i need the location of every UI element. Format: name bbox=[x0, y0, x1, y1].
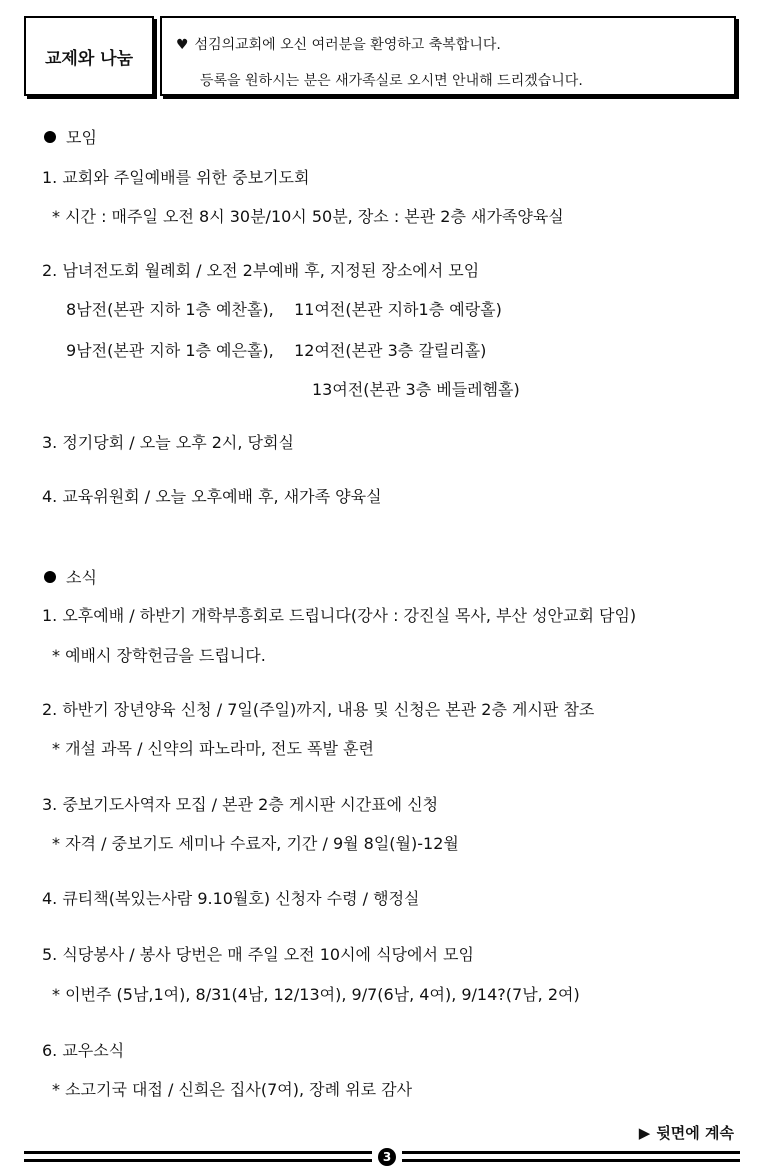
news-heading-text: 소식 bbox=[66, 568, 97, 587]
bullet-icon bbox=[44, 571, 56, 583]
bullet-icon bbox=[44, 131, 56, 143]
news-line: * 자격 / 중보기도 세미나 수료자, 기간 / 9월 8일(월)-12월 bbox=[52, 834, 459, 853]
meeting-line: 1. 교회와 주일예배를 위한 중보기도회 bbox=[42, 168, 310, 187]
news-line: 2. 하반기 장년양육 신청 / 7일(주일)까지, 내용 및 신청은 본관 2층 게시판 참조 bbox=[42, 700, 595, 719]
heart-icon: ♥ bbox=[176, 37, 189, 53]
triangle-right-icon: ▶ bbox=[638, 1124, 651, 1142]
welcome-text-1: 섬김의교회에 오신 여러분을 환영하고 축복합니다. bbox=[194, 37, 501, 53]
section-title: 교제와 나눔 bbox=[44, 48, 134, 69]
news-line: * 이번주 (5남,1여), 8/31(4남, 12/13여), 9/7(6남, 4여), 9/14?(7남, 2여) bbox=[52, 985, 580, 1004]
meeting-line: 2. 남녀전도회 월례회 / 오전 2부예배 후, 지정된 장소에서 모임 bbox=[42, 261, 480, 280]
news-heading bbox=[44, 565, 97, 588]
news-line: * 예배시 장학헌금을 드립니다. bbox=[52, 646, 266, 665]
news-line: * 개설 과목 / 신약의 파노라마, 전도 폭발 훈련 bbox=[52, 739, 374, 758]
meetings-heading-text: 모임 bbox=[66, 128, 97, 147]
meetings-heading bbox=[44, 125, 97, 148]
news-line: 6. 교우소식 bbox=[42, 1041, 125, 1060]
meeting-line: 3. 정기당회 / 오늘 오후 2시, 당회실 bbox=[42, 433, 294, 452]
welcome-line-2: 등록을 원하시는 분은 새가족실로 오시면 안내해 드리겠습니다. bbox=[200, 73, 583, 89]
news-line: 1. 오후예배 / 하반기 개학부흥회로 드립니다(강사 : 강진실 목사, 부산 성안교회 담임) bbox=[42, 606, 637, 625]
meeting-line: 8남전(본관 지하 1층 예찬홀), 11여전(본관 지하1층 예랑홀) bbox=[66, 300, 502, 319]
welcome-box bbox=[160, 16, 736, 96]
page-number: 3 bbox=[378, 1148, 396, 1166]
meeting-line: * 시간 : 매주일 오전 8시 30분/10시 50분, 장소 : 본관 2층 새가족양육실 bbox=[52, 207, 564, 226]
meeting-line: 4. 교육위원회 / 오늘 오후예배 후, 새가족 양육실 bbox=[42, 487, 382, 506]
meeting-line: 9남전(본관 지하 1층 예은홀), 12여전(본관 3층 갈릴리홀) bbox=[66, 341, 487, 360]
news-line: 5. 식당봉사 / 봉사 당번은 매 주일 오전 10시에 식당에서 모임 bbox=[42, 945, 474, 964]
news-line: * 소고기국 대접 / 신희은 집사(7여), 장례 위로 감사 bbox=[52, 1080, 413, 1099]
section-title-box bbox=[24, 16, 154, 96]
continue-note bbox=[639, 1122, 734, 1143]
news-line: 4. 큐티책(복있는사람 9.10월호) 신청자 수령 / 행정실 bbox=[42, 889, 420, 908]
continue-label: 뒷면에 계속 bbox=[656, 1124, 734, 1142]
welcome-line-1 bbox=[176, 34, 501, 54]
meeting-line: 13여전(본관 3층 베들레헴홀) bbox=[312, 380, 520, 399]
news-line: 3. 중보기도사역자 모집 / 본관 2층 게시판 시간표에 신청 bbox=[42, 795, 439, 814]
